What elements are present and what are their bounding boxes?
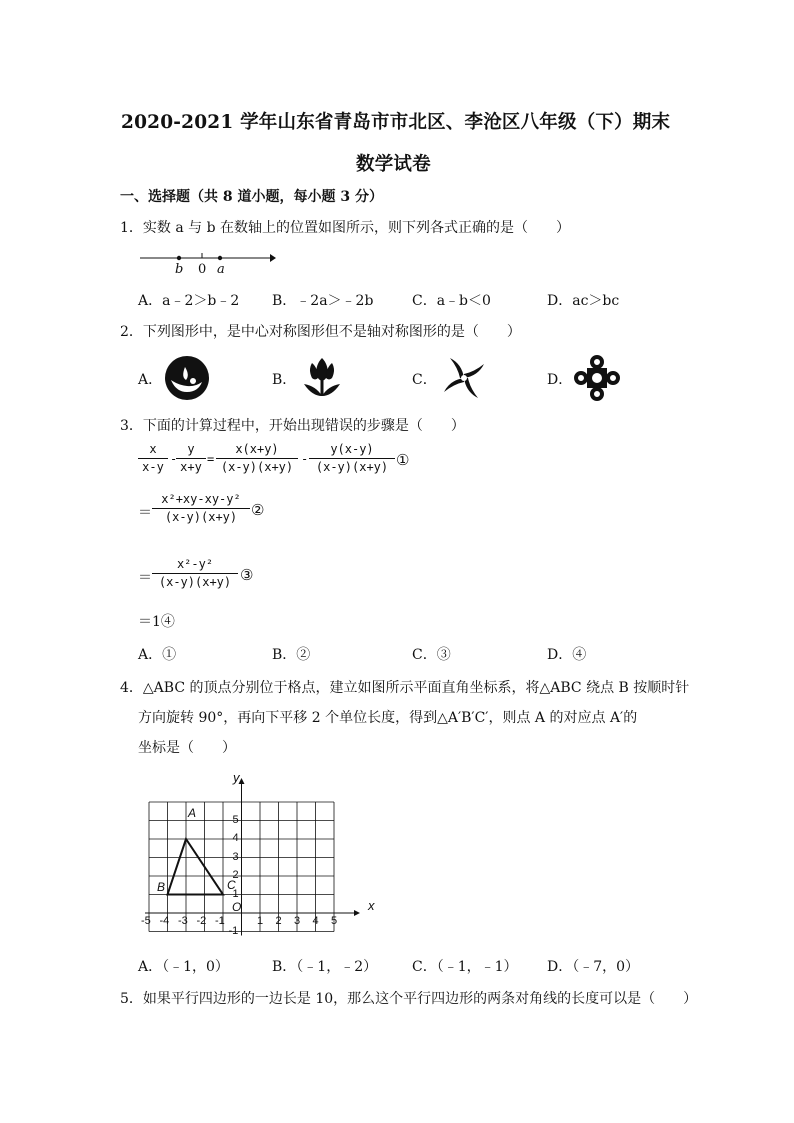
question-4-line2: 方向旋转 90°，再向下平移 2 个单位长度，得到△A′B′C′，则点 A 的对应点 A′的 [138,710,638,726]
q3-option-c[interactable]: C．③ [412,647,451,663]
x-tick-label: -3 [178,915,188,927]
q1-option-c[interactable]: C．a﹣b＜0 [412,293,491,309]
q3-step2-frac: x²+xy-xy-y² (x-y)(x+y) [152,492,250,525]
pinwheel-icon [440,354,488,402]
q1-option-d[interactable]: D．ac＞bc [547,293,620,309]
x-tick-label: -5 [141,915,151,927]
symbol-a-icon [164,355,210,401]
point-b-label: B [157,880,166,894]
q3-step1-frac3: x(x+y) (x-y)(x+y) [216,442,298,475]
x-tick-label: -4 [159,915,170,927]
q3-step3-mark: ③ [240,566,254,584]
question-3-text: 3．下面的计算过程中，开始出现错误的步骤是（ ） [120,418,465,434]
question-1-text: 1．实数 a 与 b 在数轴上的位置如图所示，则下列各式正确的是（ ） [120,220,571,236]
q2-option-c[interactable]: C． [412,372,437,388]
q3-step1-minus2: - [301,452,309,466]
q3-step2-mark: ② [251,501,265,519]
number-line-figure [140,250,280,280]
q4-option-c[interactable]: C．（﹣1，﹣1） [412,959,518,975]
graph-x-label: x [368,898,375,913]
q3-step3-equals: ＝ [138,570,152,586]
x-tick-label: 4 [312,915,319,927]
q3-option-b[interactable]: B．② [272,647,311,663]
q3-option-a[interactable]: A．① [138,647,177,663]
question-5-text: 5．如果平行四边形的一边长是 10，那么这个平行四边形的两条对角线的长度可以是（ ） [120,991,698,1007]
q2-option-b[interactable]: B． [272,372,297,388]
number-line-label-0: 0 [198,262,207,277]
q4-option-d[interactable]: D．（﹣7，0） [547,959,640,975]
q3-step1-frac1: x x-y [138,442,168,475]
page-title-line1: 2020-2021 学年山东省青岛市市北区、李沧区八年级（下）期末 [121,112,671,133]
q3-step1-frac2: y x+y [176,442,206,475]
ring-cross-icon [573,354,621,402]
x-tick-label: 5 [331,915,338,927]
section-header: 一、选择题（共 8 道小题，每小题 3 分） [120,189,383,205]
question-4-line1: 4．△ABC 的顶点分别位于格点，建立如图所示平面直角坐标系，将△ABC 绕点 B 按顺时针 [120,680,690,696]
q1-option-a[interactable]: A．a﹣2＞b﹣2 [138,293,240,309]
y-tick-label: 3 [232,850,239,863]
q3-option-d[interactable]: D．④ [547,647,587,663]
question-4-line3: 坐标是（ ） [138,740,236,756]
x-tick-label: -2 [196,915,207,927]
point-c-label: C [227,878,236,892]
q1-option-b[interactable]: B．﹣2a＞﹣2b [272,293,374,309]
y-tick-label: 4 [232,832,239,844]
page-title-line2: 数学试卷 [356,154,431,175]
q3-step1-equals: = [207,452,215,466]
q3-step2-equals: ＝ [138,505,152,521]
question-2-text: 2．下列图形中，是中心对称图形但不是轴对称图形的是（ ） [120,324,521,340]
q2-option-d[interactable]: D． [547,372,573,388]
q3-step1-mark: ① [396,451,410,469]
x-tick-label: -1 [215,915,225,927]
graph-y-label: y [233,770,240,785]
x-tick-label: 2 [275,915,282,927]
q2-option-a[interactable]: A． [138,372,163,388]
q3-step1-minus1: - [170,452,178,466]
x-tick-label: 1 [257,915,264,927]
q4-option-b[interactable]: B．（﹣1，﹣2） [272,959,378,975]
y-tick-label: -1 [228,924,239,937]
x-tick-label: 3 [294,915,301,927]
y-tick-label: 1 [232,887,239,900]
q4-option-a[interactable]: A．（﹣1，0） [138,959,229,975]
q3-step4: ＝1④ [138,614,175,630]
point-a-label: A [188,806,197,820]
y-tick-label: 5 [232,813,239,826]
graph-origin-label: O [232,900,242,914]
tulip-icon [298,354,346,402]
number-line-label-a: a [217,262,225,277]
q3-step3-frac: x²-y² (x-y)(x+y) [152,557,238,590]
q3-step1-frac4: y(x-y) (x-y)(x+y) [309,442,395,475]
y-tick-label: 2 [232,869,239,881]
number-line-label-b: b [175,262,184,277]
